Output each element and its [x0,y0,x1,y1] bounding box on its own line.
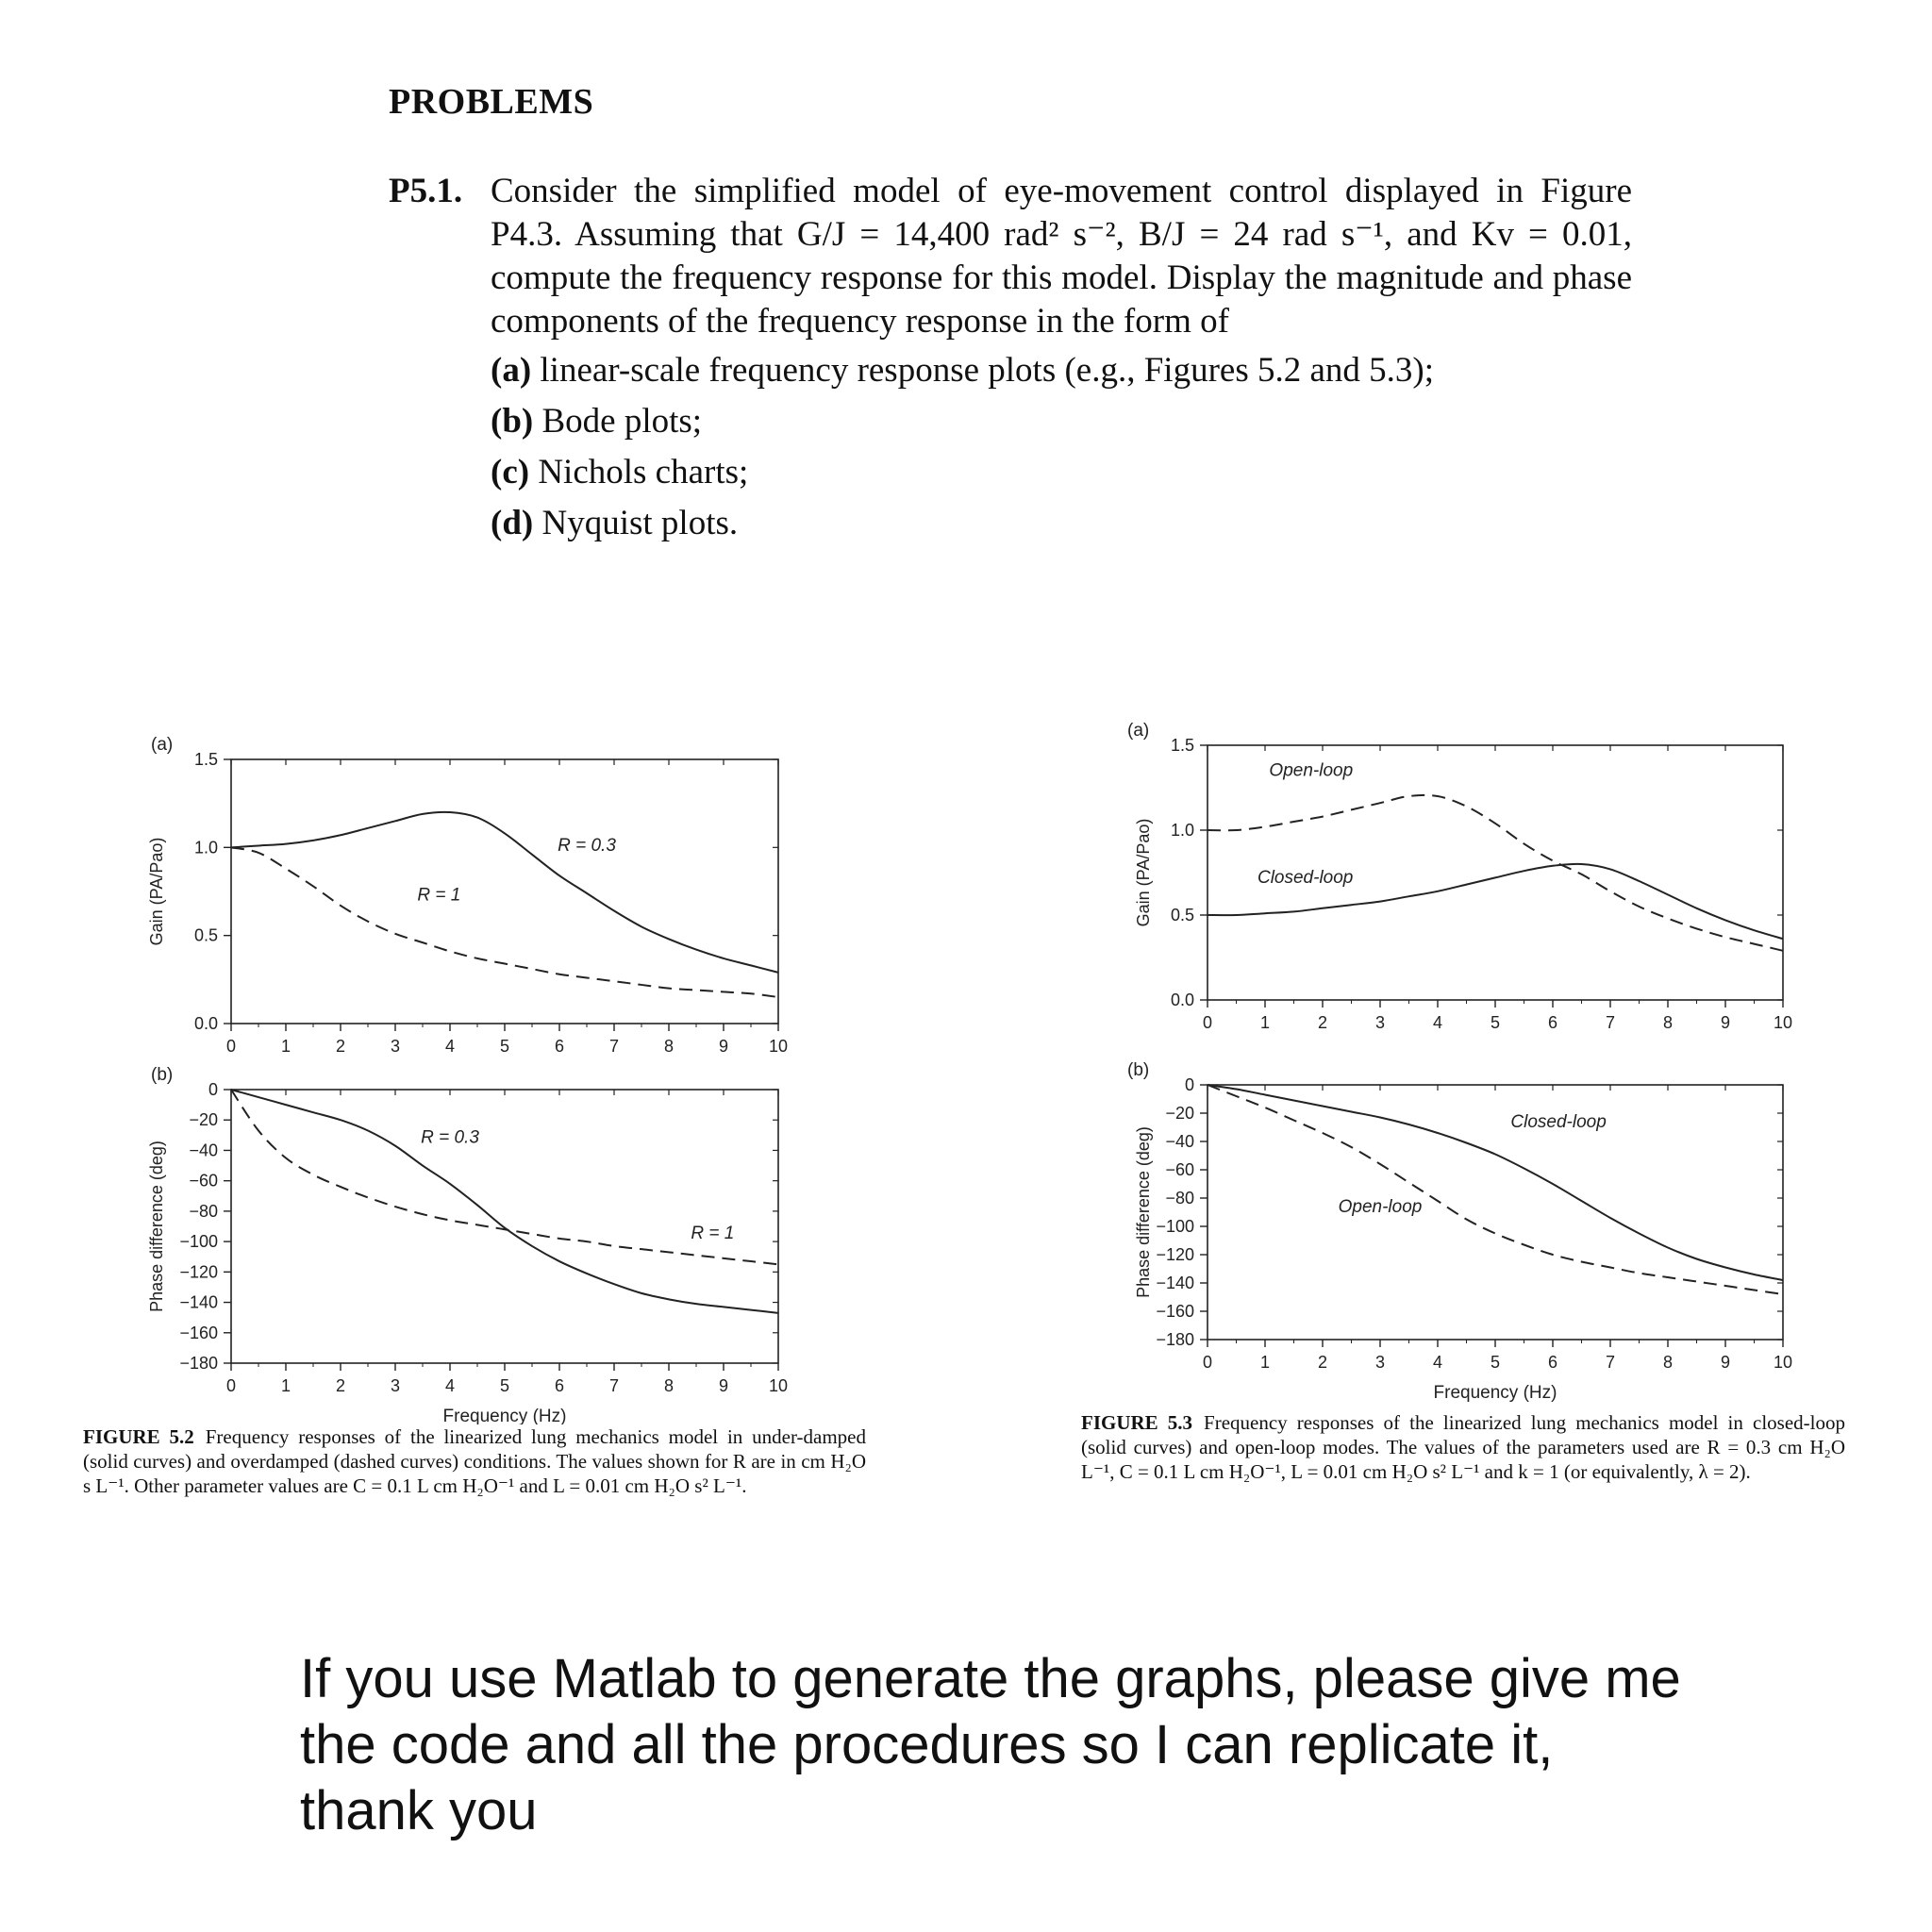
x-tick-label: 7 [1605,1353,1616,1372]
x-tick-label: 9 [1720,1353,1731,1372]
y-tick-label: −80 [1165,1189,1194,1208]
x-tick-label: 8 [663,1376,675,1395]
caption-label: FIGURE 5.3 [1081,1411,1193,1434]
x-tick-label: 10 [1773,1013,1793,1032]
x-tick-label: 9 [1720,1013,1731,1032]
x-tick-label: 4 [444,1037,456,1056]
y-tick-label: −60 [1165,1160,1194,1179]
problem-statement [389,170,1632,549]
x-tick-label: 6 [1547,1013,1558,1032]
plot-frame [231,759,778,1024]
y-tick-label: 0.5 [1170,906,1194,924]
x-tick-label: 2 [1317,1353,1328,1372]
y-tick-label: −100 [1156,1217,1194,1236]
x-tick-label: 2 [1317,1013,1328,1032]
x-tick-label: 1 [1259,1353,1271,1372]
y-axis-label: Gain (PA/Pao) [147,837,166,946]
y-tick-label: 0 [1184,1075,1194,1094]
figure-5-3-caption [1081,1410,1845,1484]
y-tick-label: −40 [189,1141,218,1160]
x-tick-label: 10 [768,1037,789,1056]
x-tick-label: 8 [1662,1013,1674,1032]
y-tick-label: 1.0 [193,838,218,858]
plot-frame [1208,1085,1783,1340]
figure-5-2-caption [83,1424,866,1498]
x-tick-label: 6 [554,1376,565,1395]
figure-5-3-plots [1123,717,1840,1415]
figure-5-3 [1123,717,1840,1420]
panel-label: (a) [1127,721,1150,741]
item-text: linear-scale frequency response plots (e.g., Figures 5.2 and 5.3); [540,351,1435,390]
x-tick-label: 4 [444,1376,456,1395]
x-tick-label: 3 [1374,1353,1386,1372]
x-tick-label: 3 [390,1376,401,1395]
y-tick-label: −20 [189,1110,218,1130]
series-line-closed-loop [1208,1085,1783,1280]
x-tick-label: 1 [1259,1013,1271,1032]
series-annotation: Closed-loop [1510,1112,1607,1132]
y-tick-label: 1.5 [193,750,218,769]
x-tick-label: 8 [663,1037,675,1056]
y-tick-label: −160 [1156,1302,1194,1321]
series-annotation: R = 0.3 [558,836,616,857]
x-tick-label: 5 [499,1037,510,1056]
y-tick-label: −80 [189,1201,218,1221]
series-line-r-1 [231,847,778,997]
caption-text: Frequency responses of the linearized lung mechanics model in under-damped (solid curves) and overdamped (dashed curves) conditions. The values shown for R are in cm H₂O s L⁻¹. Other parameter values are C = 0.1 L cm H₂O⁻¹ and L = 0.01 cm H₂O s² L⁻¹. [83,1425,866,1497]
problem-item [491,447,1632,498]
section-heading: PROBLEMS [389,82,594,122]
panel-label: (b) [151,1065,174,1085]
x-tick-label: 1 [280,1376,291,1395]
y-tick-label: −140 [1156,1274,1194,1292]
x-tick-label: 0 [1202,1013,1213,1032]
item-label: (a) [491,351,532,390]
y-tick-label: −160 [179,1323,218,1342]
y-tick-label: 0 [208,1080,218,1099]
caption-text: Frequency responses of the linearized lung mechanics model in closed-loop (solid curves) and open-loop modes. The values of the parameters used are R = 0.3 cm H₂O L⁻¹, C = 0.1 L cm H₂O⁻¹, L = 0.01 cm H₂O s² L⁻¹ and k = 1 (or equivalently, λ = 2). [1081,1411,1845,1483]
x-tick-label: 3 [390,1037,401,1056]
x-axis-label: Frequency (Hz) [1433,1383,1557,1403]
series-annotation: Open-loop [1269,760,1354,781]
panel-label: (a) [151,735,174,755]
y-tick-label: −180 [179,1354,218,1373]
y-axis-label: Gain (PA/Pao) [1134,818,1153,927]
x-tick-label: 0 [1202,1353,1213,1372]
series-annotation: R = 0.3 [421,1127,479,1148]
problem-item [491,345,1632,396]
item-text: Nyquist plots. [541,504,739,542]
item-label: (d) [491,504,534,542]
x-tick-label: 6 [554,1037,565,1056]
y-tick-label: 0.0 [193,1014,218,1033]
caption-label: FIGURE 5.2 [83,1425,194,1448]
x-tick-label: 10 [1773,1353,1793,1372]
figure-5-2 [132,717,849,1429]
x-tick-label: 4 [1432,1353,1443,1372]
x-tick-label: 5 [499,1376,510,1395]
x-tick-label: 10 [768,1376,789,1395]
item-text: Bode plots; [541,402,703,441]
y-tick-label: 0.5 [193,925,218,945]
x-tick-label: 4 [1432,1013,1443,1032]
y-tick-label: −40 [1165,1132,1194,1151]
y-tick-label: −20 [1165,1104,1194,1123]
problem-number: P5.1. [389,172,463,210]
x-tick-label: 3 [1374,1013,1386,1032]
item-label: (c) [491,453,530,491]
panel-label: (b) [1127,1060,1150,1080]
problem-items [491,345,1632,549]
figure-5-2-plots [132,717,849,1424]
y-tick-label: 1.0 [1170,821,1194,840]
y-tick-label: −120 [179,1262,218,1282]
x-tick-label: 2 [335,1037,346,1056]
y-tick-label: −120 [1156,1245,1194,1264]
series-line-r-0-3 [231,1090,778,1313]
x-tick-label: 6 [1547,1353,1558,1372]
y-axis-label: Phase difference (deg) [147,1141,166,1312]
x-tick-label: 0 [225,1037,237,1056]
problem-text: Consider the simplified model of eye-movement control displayed in Figure P4.3. Assuming that G/J = 14,400 rad² s⁻², B/J = 24 rad s⁻¹, and Kv = 0.01, compute the frequency response for this model. Display the magnitude and phase components of the frequency response in the form of [491,172,1632,341]
x-tick-label: 5 [1490,1013,1501,1032]
series-annotation: Open-loop [1338,1197,1423,1217]
problem-item [491,498,1632,549]
y-tick-label: 1.5 [1170,736,1194,755]
item-text: Nichols charts; [538,453,749,491]
y-tick-label: −60 [189,1171,218,1191]
x-tick-label: 8 [1662,1353,1674,1372]
x-tick-label: 7 [1605,1013,1616,1032]
series-annotation: R = 1 [417,885,461,906]
x-axis-label: Frequency (Hz) [442,1407,567,1424]
problem-item [491,396,1632,447]
series-line-open-loop [1208,1085,1783,1294]
series-line-r-0-3 [231,812,778,973]
x-tick-label: 7 [608,1037,620,1056]
x-tick-label: 1 [280,1037,291,1056]
y-tick-label: −140 [179,1292,218,1312]
series-annotation: Closed-loop [1257,867,1354,888]
x-tick-label: 7 [608,1376,620,1395]
x-tick-label: 9 [718,1037,729,1056]
x-tick-label: 9 [718,1376,729,1395]
user-request-text: If you use Matlab to generate the graphs, please give me the code and all the procedures so I can replicate it, thank you [300,1648,1681,1841]
y-tick-label: −100 [179,1232,218,1252]
series-annotation: R = 1 [691,1223,735,1243]
item-label: (b) [491,402,534,441]
x-tick-label: 0 [225,1376,237,1395]
y-axis-label: Phase difference (deg) [1134,1126,1153,1298]
y-tick-label: −180 [1156,1330,1194,1349]
x-tick-label: 5 [1490,1353,1501,1372]
x-tick-label: 2 [335,1376,346,1395]
y-tick-label: 0.0 [1170,991,1194,1009]
